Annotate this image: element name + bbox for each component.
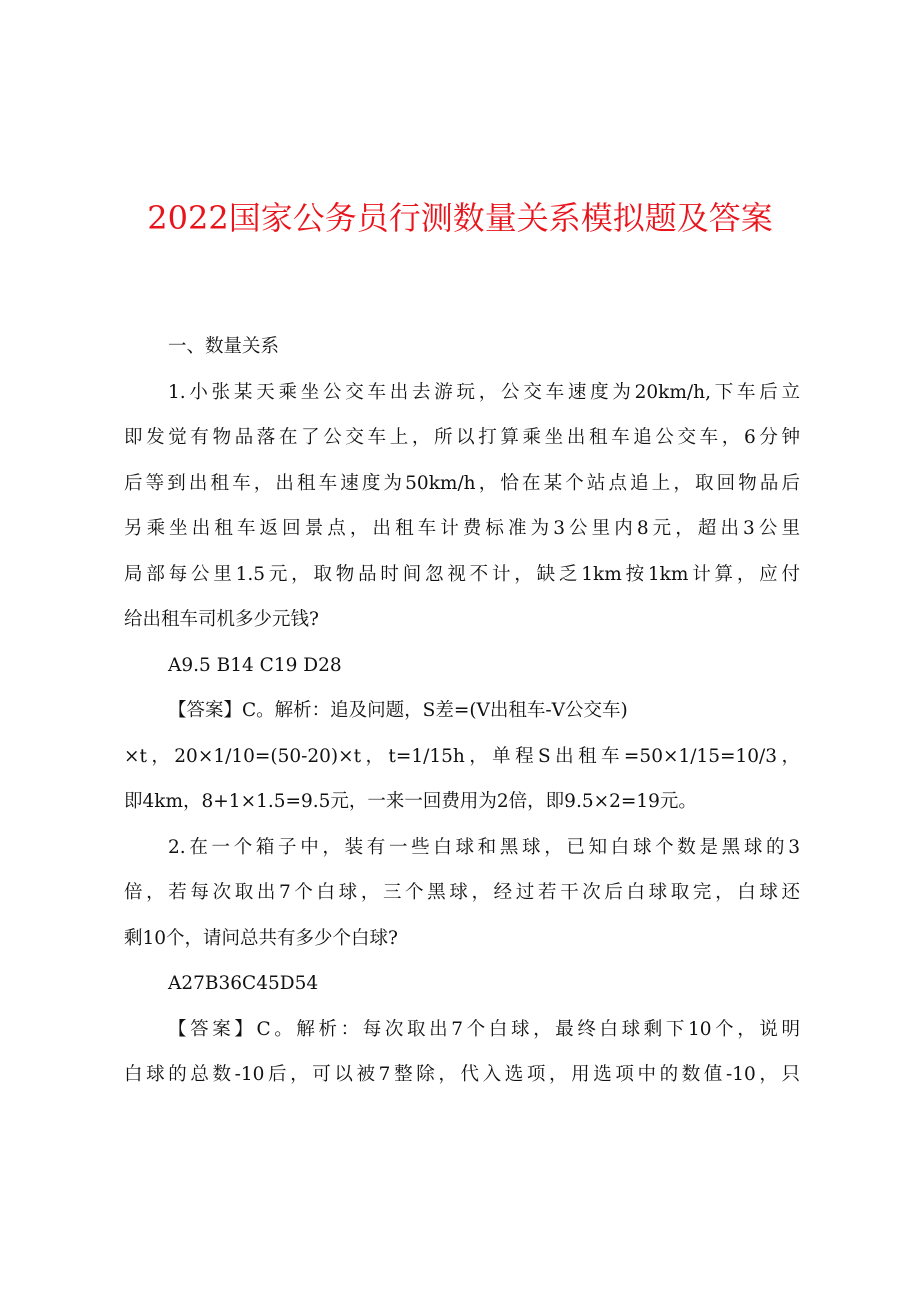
q2-answer-line-2: 白球的总数-10后，可以被7整除，代入选项，用选项中的数值-10，只 [124, 1064, 800, 1085]
q1-answer-line-2: ×t，20×1/10=(50-20)×t，t=1/15h，单程S出租车=50×1/15=10/3， [124, 745, 800, 767]
q1-text-line-3: 后等到出租车，出租车速度为50km/h，恰在某个站点追上，取回物品后 [124, 472, 800, 494]
q1-answer-line-3: 即4km，8+1×1.5=9.5元，一来一回费用为2倍，即9.5×2=19元。 [124, 791, 697, 812]
q1-text-line-5: 局部每公里1.5元，取物品时间忽视不计，缺乏1km按1km计算，应付 [124, 563, 800, 585]
q1-options: A9.5 B14 C19 D28 [168, 654, 342, 676]
q1-text-line-1: 1.小张某天乘坐公交车出去游玩，公交车速度为20km/h,下车后立 [168, 381, 800, 403]
q1-text-line-2: 即发觉有物品落在了公交车上，所以打算乘坐出租车追公交车，6分钟 [124, 427, 800, 448]
q1-text-line-4: 另乘坐出租车返回景点，出租车计费标准为3公里内8元，超出3公里 [124, 518, 800, 539]
q2-text-line-3: 剩10个，请问总共有多少个白球? [124, 927, 398, 949]
q2-text-line-2: 倍，若每次取出7个白球，三个黑球，经过若干次后白球取完，白球还 [124, 882, 800, 903]
q1-answer-line-1: 【答案】C。解析：追及问题，S差=(V出租车-V公交车) [168, 700, 628, 721]
q1-text-line-6: 给出租车司机多少元钱? [124, 609, 319, 630]
document-title: 2022国家公务员行测数量关系模拟题及答案 [147, 199, 773, 237]
document-body [124, 324, 800, 1098]
q2-options: A27B36C45D54 [168, 973, 319, 994]
section-heading: 一、数量关系 [168, 336, 280, 357]
q2-text-line-1: 2.在一个箱子中，装有一些白球和黑球，已知白球个数是黑球的3 [168, 836, 800, 858]
q2-answer-line-1: 【答案】C。解析：每次取出7个白球，最终白球剩下10个，说明 [168, 1018, 800, 1040]
